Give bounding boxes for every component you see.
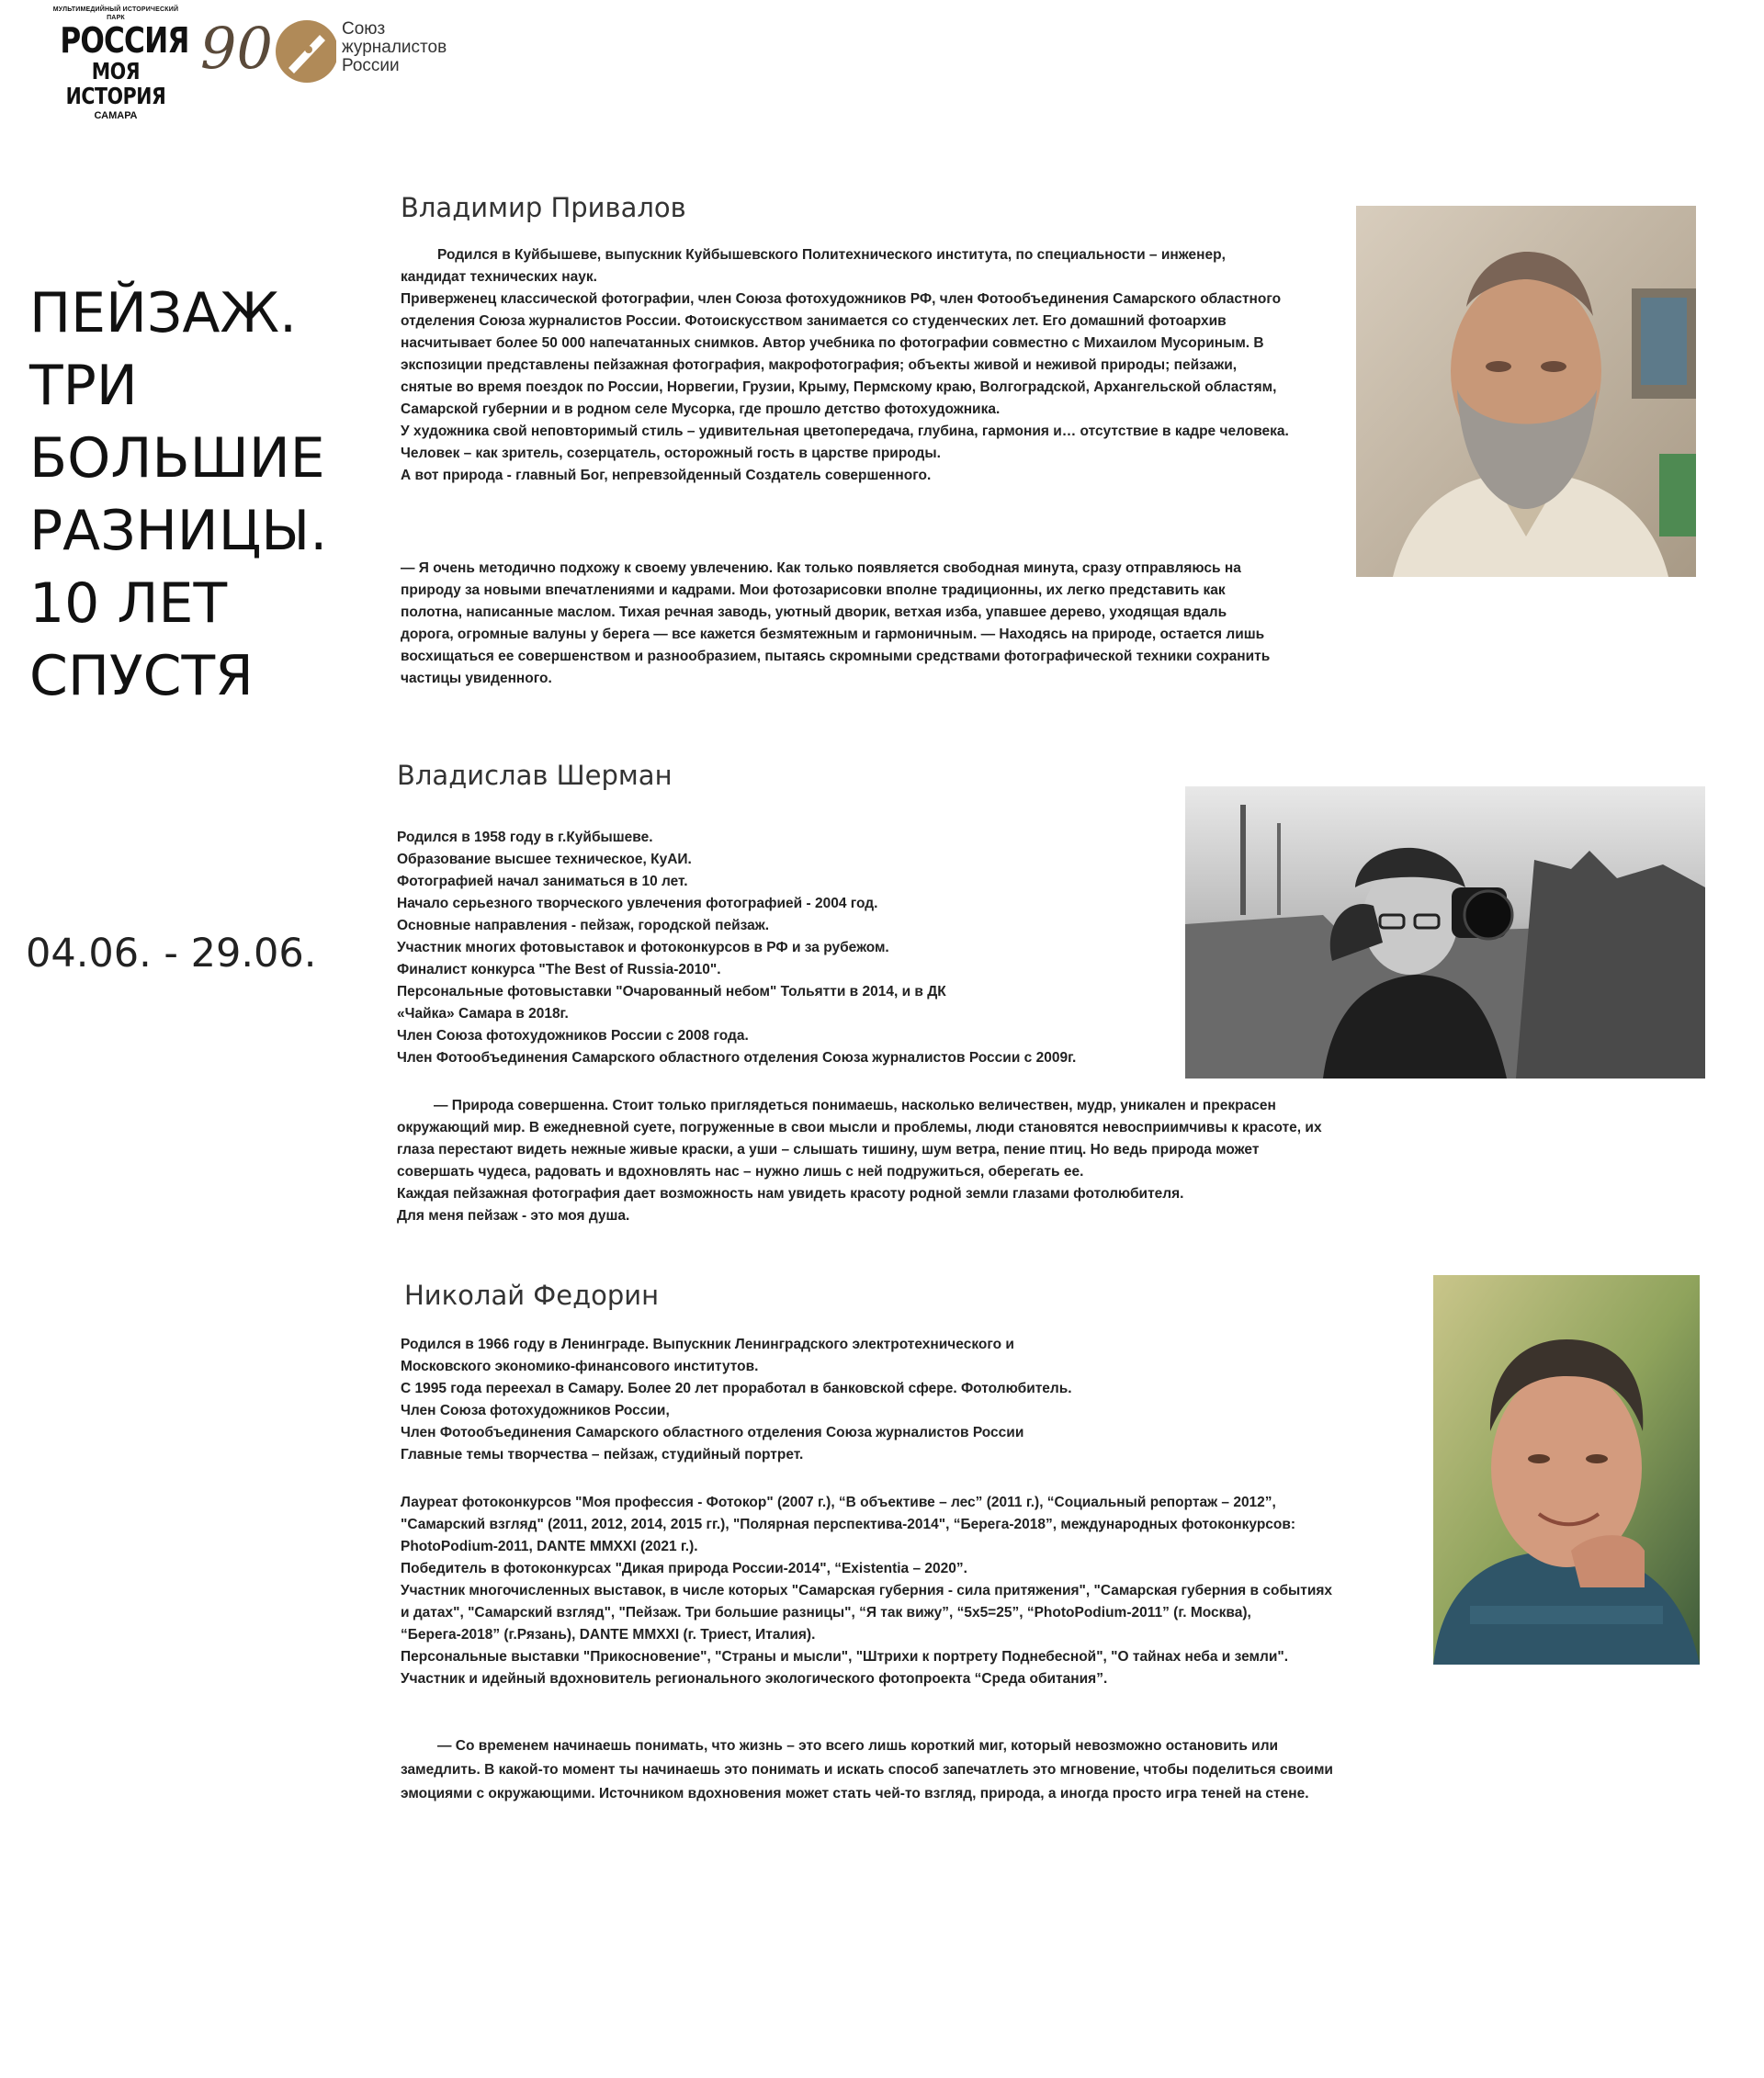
author-bio: Родился в Куйбышеве, выпускник Куйбышевского Политехнического института, по специальности – инженер, кандидат технических наук. Приверженец классической фотографии, член Союза фотохудожников РФ, член Фотообъединения Самарского областного отделения Союза журналистов России. Фотоискусством занимается со студенческих лет. Его домашний фотоархив насчитывает более 50 000 напечатанных снимков. Автор учебника по фотографии совместно с Михаилом Мусориным. В экспозиции представлены пейзажная фотография, макрофотография; объекты живой и неживой природы; пейзажи, снятые во время поездок по России, Норвегии, Грузии, Крыму, Пермскому краю, Волгоградской, Архангельской областям, Самарской губернии и в родном селе Мусорка, где прошло детство фотохудожника. У художника свой неповторимый стиль – удивительная цветопередача, глубина, гармония и… отсутствие в кадре человека. Человек – как зритель, созерцатель, осторожный гость в царстве природы. А вот природа - главный Бог, непревзойденный Создатель совершенного. <box>401 247 1289 483</box>
author-portrait <box>1356 206 1696 577</box>
journalists-union-name: Союз журналистов России <box>342 19 447 75</box>
emblem-number: 90 <box>200 15 273 82</box>
author-awards: Лауреат фотоконкурсов "Моя профессия - Фотокор" (2007 г.), “В объективе – лес” (2011 г.), “Социальный репортаж – 2012”, "Самарский взгляд" (2011, 2012, 2014, 2015 гг.), "Полярная перспектива-2014", “Берега-2018”, международных фотоконкурсов: PhotoPodium-2011, DANTE MMXXI (2021 г.). Победитель в фотоконкурсах "Дикая природа России-2014", “Existentia – 2020”. Участник многочисленных выставок, в числе которых "Самарская губерния - сила притяжения", "Самарская губерния в событиях и датах", "Самарский взгляд", "Пейзаж. Три большие разницы", “Я так вижу”, “5х5=25”, “PhotoPodium-2011” (г. Москва), “Берега-2018” (г.Рязань), DANTE MMXXI (г. Триест, Италия). Персональные выставки "Прикосновение", "Страны и мысли", "Штрихи к портрету Поднебесной", "О тайнах неба и земли". Участник и идейный вдохновитель регионального экологического фотопроекта “Среда обитания”. <box>401 1495 1333 1687</box>
logo-city: САМАРА <box>94 110 138 121</box>
exhibition-title: ПЕЙЗАЖ. ТРИ БОЛЬШИЕ РАЗНИЦЫ. 10 ЛЕТ СПУСТЯ <box>29 281 328 708</box>
author-quote: — Природа совершенна. Стоит только приглядеться понимаешь, насколько величествен, мудр, уникален и прекрасен окружающий мир. В ежедневной суете, погруженные в свои мысли и проблемы, люди становятся невосприимчивы к красоте, их глаза перестают видеть нежные живые краски, а уши – слышать тишину, шум ветра, пение птиц. Но ведь природа может совершать чудеса, радовать и вдохновлять нас – нужно лишь с ней подружиться, оберегать ее. Каждая пейзажная фотография дает возможность нам увидеть красоту родной земли глазами фотолюбителя. Для меня пейзаж - это моя душа. <box>397 1098 1322 1224</box>
journalists-union-emblem <box>198 15 336 86</box>
logo-line-2: МОЯ ИСТОРИЯ <box>65 58 166 109</box>
author-bio: Родился в 1966 году в Ленинграде. Выпускник Ленинградского электротехнического и Московского экономико-финансового институтов. С 1995 года переехал в Самару. Более 20 лет проработал в банковской сфере. Фотолюбитель. Член Союза фотохудожников России, Член Фотообъединения Самарского областного отделения Союза журналистов России Главные темы творчества – пейзаж, студийный портрет. <box>401 1337 1072 1463</box>
russia-my-history-logo <box>48 6 189 122</box>
author-quote: — Со временем начинаешь понимать, что жизнь – это всего лишь короткий миг, который невозможно остановить или замедлить. В какой-то момент ты начинаешь это понимать и искать способ запечатлеть это мгновение, чтобы поделиться своими эмоциями с окружающими. Источником вдохновения может стать чей-то взгляд, природа, а иногда просто игра теней на стене. <box>401 1738 1333 1801</box>
author-name: Владислав Шерман <box>397 760 673 791</box>
logo-line-1: РОССИЯ <box>60 20 189 61</box>
author-bio: Родился в 1958 году в г.Куйбышеве. Образование высшее техническое, КуАИ. Фотографией начал заниматься в 10 лет. Начало серьезного творческого увлечения фотографией - 2004 год. Основные направления - пейзаж, городской пейзаж. Участник многих фотовыставок и фотоконкурсов в РФ и за рубежом. Финалист конкурса "The Best of Russia-2010". Персональные фотовыставки "Очарованный небом" Тольятти в 2014, и в ДК «Чайка» Самара в 2018г. Член Союза фотохудожников России с 2008 года. Член Фотообъединения Самарского областного отделения Союза журналистов России с 2009г. <box>397 830 1077 1066</box>
author-name: Владимир Привалов <box>401 192 686 223</box>
author-name: Николай Федорин <box>404 1280 660 1311</box>
exhibition-dates: 04.06. - 29.06. <box>26 931 317 977</box>
journalists-union-logo <box>198 15 474 86</box>
author-portrait <box>1185 786 1705 1079</box>
logo-tagline: МУЛЬТИМЕДИЙНЫЙ ИСТОРИЧЕСКИЙ ПАРК <box>52 6 179 21</box>
author-quote: — Я очень методично подхожу к своему увлечению. Как только появляется свободная минута, сразу отправляюсь на природу за новыми впечатлениями и кадрами. Мои фотозарисовки вполне традиционны, их легко представить как полотна, написанные маслом. Тихая речная заводь, уютный дворик, ветхая изба, упавшее дерево, уходящая вдаль дорога, огромные валуны у берега — все кажется безмятежным и гармоничным. — Находясь на природе, остается лишь восхищаться ее совершенством и разнообразием, пытаясь скромными средствами фотографической техники сохранить частицы увиденного. <box>401 560 1271 686</box>
author-portrait <box>1433 1275 1700 1665</box>
